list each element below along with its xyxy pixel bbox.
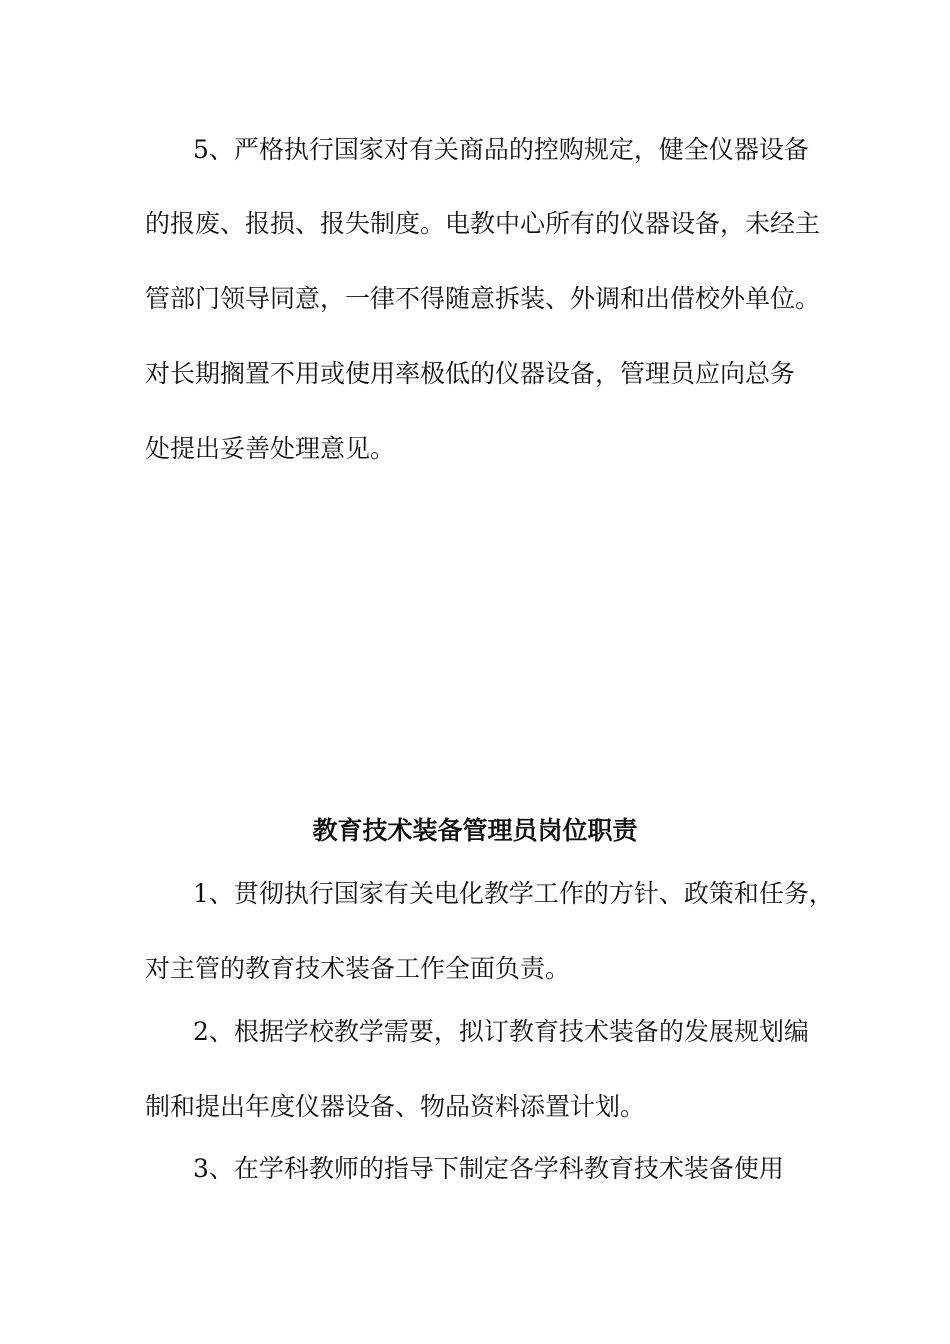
duty-2-line-1: 2、根据学校教学需要，拟订教育技术装备的发展规划编 [193,1017,809,1046]
duty-2-line-2: 制和提出年度仪器设备、物品资料添置计划。 [145,1092,646,1121]
paragraph-5-line-2: 的报废、报损、报失制度。电教中心所有的仪器设备，未经主 [145,209,821,238]
duty-1-line-2: 对主管的教育技术装备工作全面负责。 [145,954,571,983]
paragraph-5-line-4: 对长期搁置不用或使用率极低的仪器设备，管理员应向总务 [145,359,796,388]
paragraph-5-line-1: 5、严格执行国家对有关商品的控购规定，健全仪器设备 [193,135,809,164]
paragraph-5-line-5: 处提出妥善处理意见。 [145,434,396,463]
section-title: 教育技术装备管理员岗位职责 [312,816,638,845]
duty-3-line-1: 3、在学科教师的指导下制定各学科教育技术装备使用 [193,1154,784,1183]
paragraph-5-line-3: 管部门领导同意，一律不得随意拆装、外调和出借校外单位。 [145,284,821,313]
duty-1-line-1: 1、贯彻执行国家有关电化教学工作的方针、政策和任务， [193,879,834,908]
